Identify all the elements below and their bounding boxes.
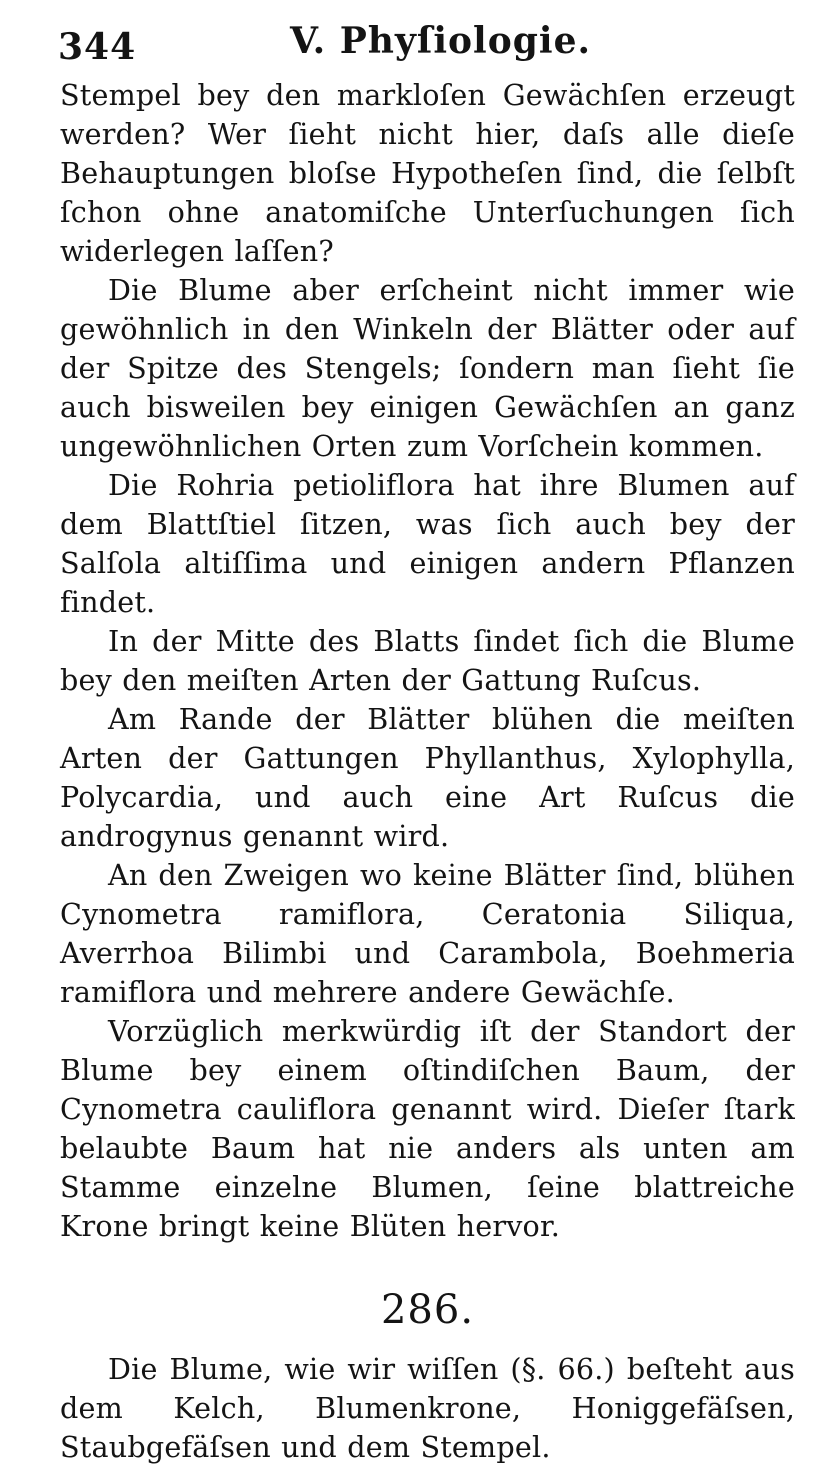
paragraph-continued: Stempel bey den markloſen Gewächſen erzeugt werden? Wer ſieht nicht hier, daſs alle dieſe Behauptungen bloſse Hypotheſen ſind, die ſelbſt ſchon ohne anatomiſche Unterſuchungen ſich widerlegen laſſen? (60, 78, 795, 268)
paragraph: An den Zweigen wo keine Blätter ſind, blühen Cynometra ramiflora, Ceratonia Siliqua, Averrhoa Bilimbi und Carambola, Boehmeria ramiflora und mehrere andere Gewächſe. (60, 858, 795, 1009)
page-header (60, 14, 795, 76)
body-text (60, 76, 795, 1467)
book-page (60, 14, 795, 1467)
running-head: V. Phyſiologie. (290, 20, 592, 62)
page-number: 344 (58, 26, 137, 68)
section-number: 286. (380, 1287, 475, 1333)
paragraph: Vorzüglich merkwürdig iſt der Standort der Blume bey einem oſtindiſchen Baum, der Cynometra cauliflora genannt wird. Dieſer ſtark belaubte Baum hat nie anders als unten am Stamme einzelne Blumen, ſeine blattreiche Krone bringt keine Blüten hervor. (60, 1014, 795, 1243)
paragraph: Die Rohria petioliflora hat ihre Blumen auf dem Blattſtiel ſitzen, was ſich auch bey der Salſola altiſſima und einigen andern Pflanzen findet. (60, 468, 795, 619)
paragraph: In der Mitte des Blatts ſindet ſich die Blume bey den meiſten Arten der Gattung Ruſcus. (60, 624, 795, 697)
section-paragraph: Die Blume, wie wir wiſſen (§. 66.) beſteht aus dem Kelch, Blumenkrone, Honiggefäſsen, Staubgefäſsen und dem Stempel. (60, 1352, 795, 1464)
paragraph: Am Rande der Blätter blühen die meiſten Arten der Gattungen Phyllanthus, Xylophylla, Polycardia, und auch eine Art Ruſcus die androgynus genannt wird. (60, 702, 795, 853)
paragraph: Die Blume aber erſcheint nicht immer wie gewöhnlich in den Winkeln der Blätter oder auf der Spitze des Stengels; ſondern man ſieht ſie auch bisweilen bey einigen Gewächſen an ganz ungewöhnlichen Orten zum Vorſchein kommen. (60, 273, 795, 463)
